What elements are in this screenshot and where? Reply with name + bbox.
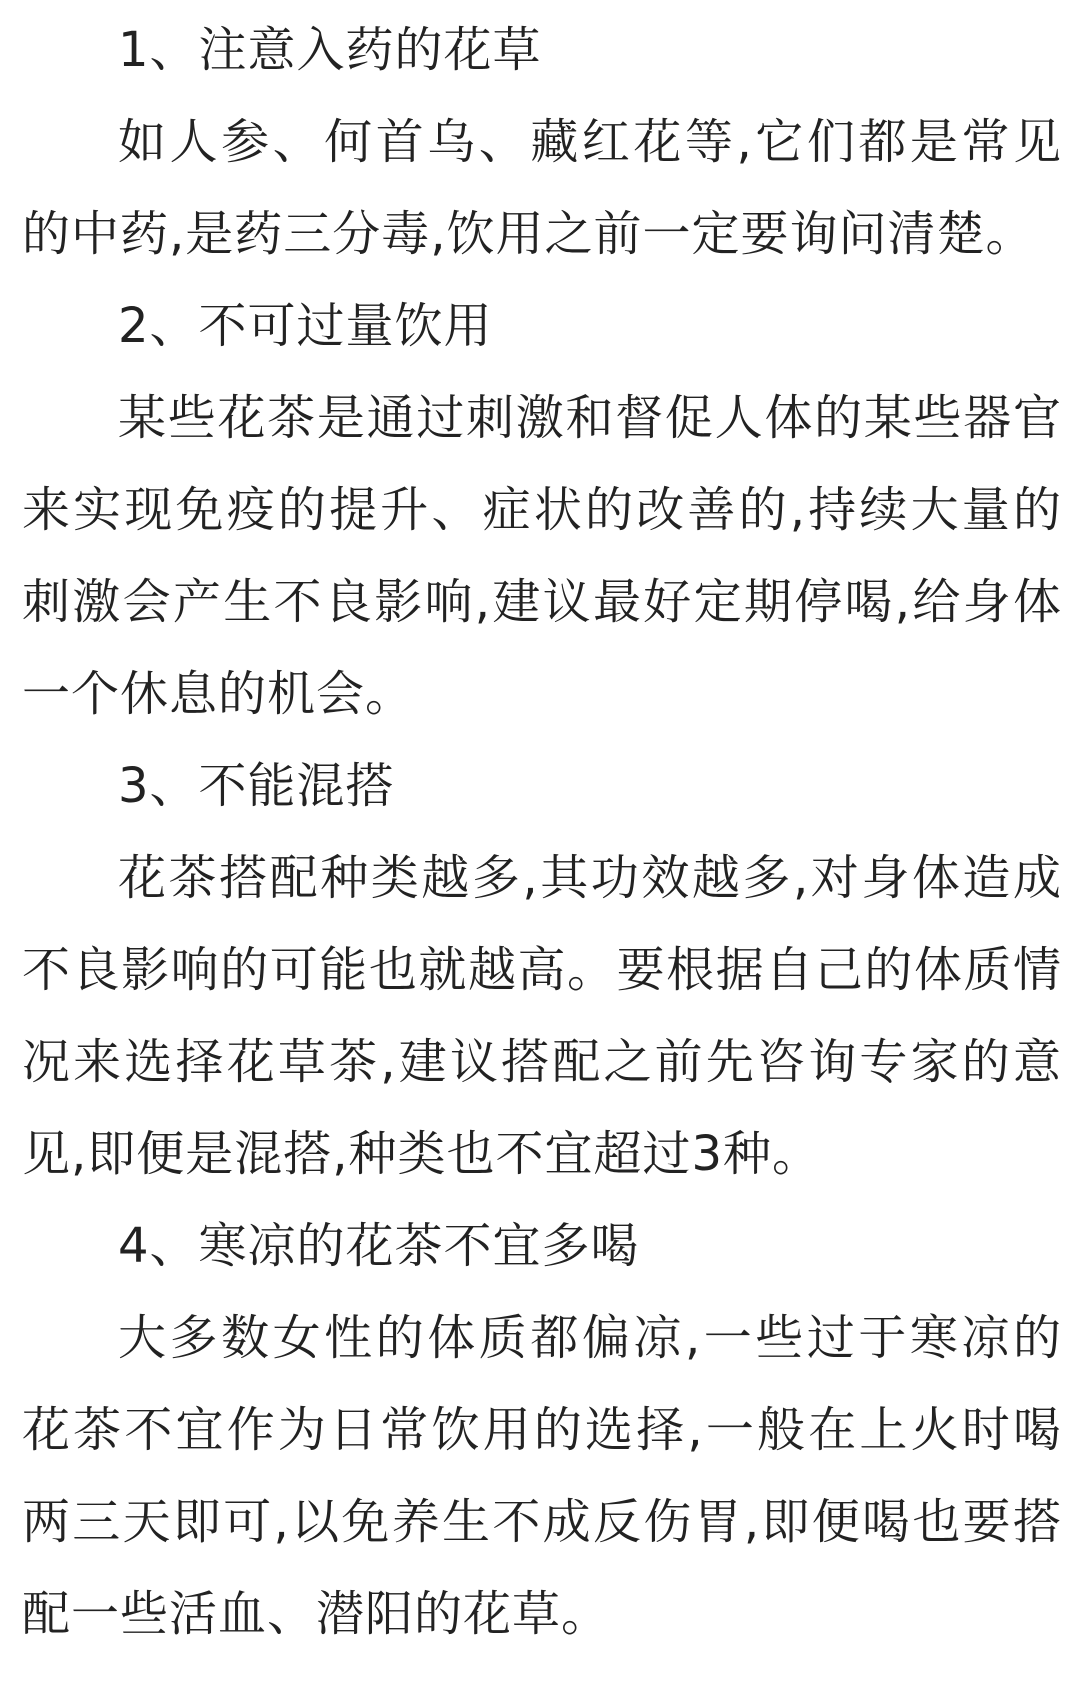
tip-paragraph: 花茶搭配种类越多,其功效越多,对身体造成不良影响的可能也就越高。要根据自己的体质情况来选择花草茶,建议搭配之前先咨询专家的意见,即便是混搭,种类也不宜超过3种。 [22,850,1062,1182]
article-body [22,4,1062,1660]
tip-section-3 [22,740,1062,1200]
tip-heading: 3、不能混搭 [118,758,395,814]
tip-heading: 2、不可过量饮用 [118,298,493,354]
tip-section-4 [22,1200,1062,1660]
tip-paragraph: 如人参、何首乌、藏红花等,它们都是常见的中药,是药三分毒,饮用之前一定要询问清楚。 [22,114,1062,262]
tip-paragraph: 某些花茶是通过刺激和督促人体的某些器官来实现免疫的提升、症状的改善的,持续大量的刺激会产生不良影响,建议最好定期停喝,给身体一个休息的机会。 [22,390,1062,722]
tip-heading: 4、寒凉的花茶不宜多喝 [118,1218,640,1274]
tip-heading: 1、注意入药的花草 [118,22,542,78]
tip-section-2 [22,280,1062,740]
tip-paragraph: 大多数女性的体质都偏凉,一些过于寒凉的花茶不宜作为日常饮用的选择,一般在上火时喝两三天即可,以免养生不成反伤胃,即便喝也要搭配一些活血、潜阳的花草。 [22,1310,1062,1642]
tip-section-1 [22,4,1062,280]
